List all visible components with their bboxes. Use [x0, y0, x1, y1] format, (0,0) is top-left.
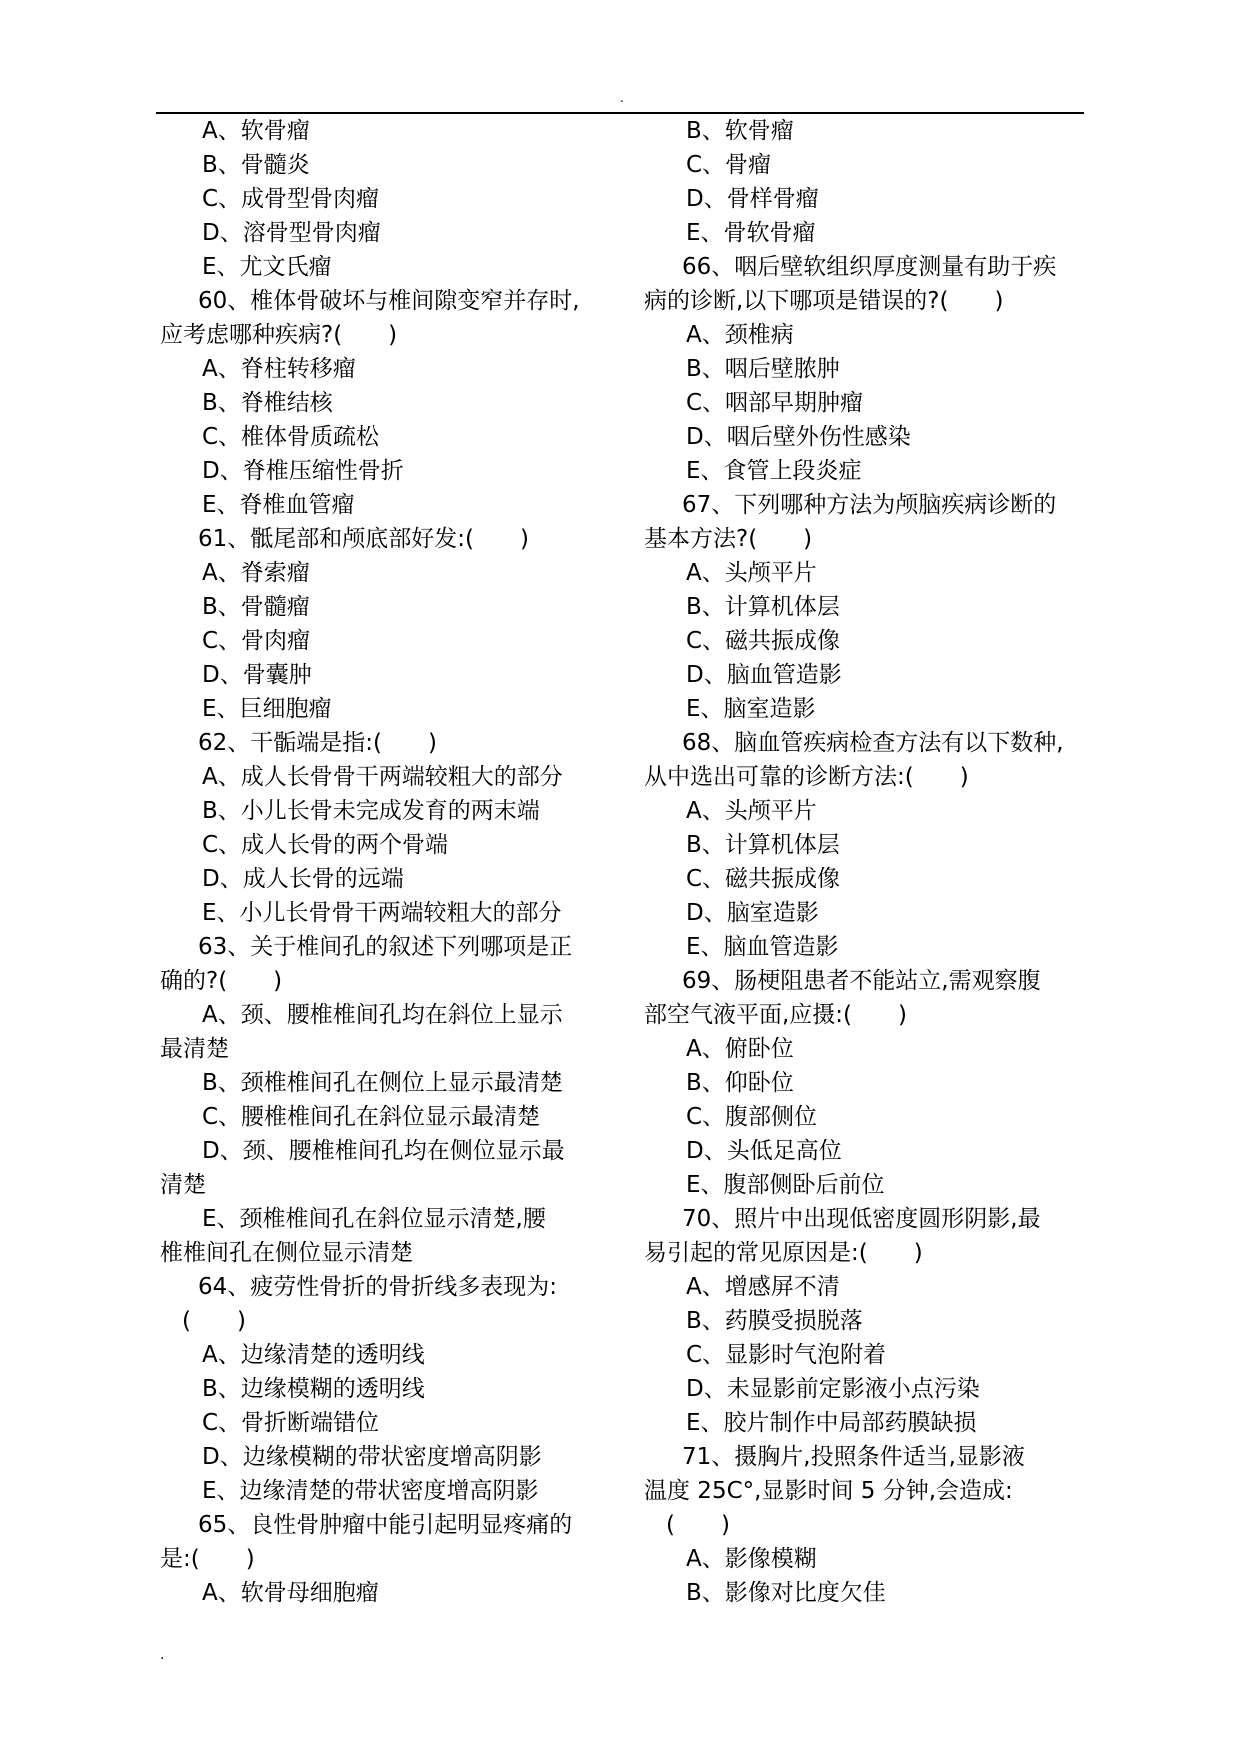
answer-option: C、腹部侧位: [686, 1104, 818, 1130]
answer-option: C、磁共振成像: [686, 628, 841, 654]
answer-option: B、药膜受损脱落: [686, 1308, 863, 1334]
answer-option: D、骨囊肿: [202, 662, 312, 688]
answer-option: E、脊椎血管瘤: [202, 492, 355, 518]
answer-option: D、咽后壁外伤性感染: [686, 424, 911, 450]
question-text: 确的?( ): [160, 968, 283, 994]
answer-option: E、巨细胞瘤: [202, 696, 332, 722]
answer-option: C、咽部早期肿瘤: [686, 390, 864, 416]
question-text: 69、肠梗阻患者不能站立,需观察腹: [682, 968, 1041, 994]
question-text: 是:( ): [160, 1546, 255, 1572]
answer-option: A、俯卧位: [686, 1036, 794, 1062]
question-text: 60、椎体骨破坏与椎间隙变窄并存时,: [198, 288, 580, 314]
answer-option: E、食管上段炎症: [686, 458, 862, 484]
answer-option: B、计算机体层: [686, 832, 840, 858]
answer-option: B、边缘模糊的透明线: [202, 1376, 425, 1402]
answer-option: E、胶片制作中局部药膜缺损: [686, 1410, 977, 1436]
question-text: ( ): [182, 1308, 246, 1334]
answer-option: D、边缘模糊的带状密度增高阴影: [202, 1444, 542, 1470]
answer-option: E、边缘清楚的带状密度增高阴影: [202, 1478, 539, 1504]
answer-option: E、腹部侧卧后前位: [686, 1172, 885, 1198]
answer-option: D、脑血管造影: [686, 662, 842, 688]
question-text: 从中选出可靠的诊断方法:( ): [644, 764, 969, 790]
answer-option: A、边缘清楚的透明线: [202, 1342, 425, 1368]
question-text: 67、下列哪种方法为颅脑疾病诊断的: [682, 492, 1057, 518]
answer-option: A、脊索瘤: [202, 560, 310, 586]
question-text: 71、摄胸片,投照条件适当,显影液: [682, 1444, 1025, 1470]
question-text: 65、良性骨肿瘤中能引起明显疼痛的: [198, 1512, 573, 1538]
answer-option: A、头颅平片: [686, 560, 817, 586]
header-mark: .: [620, 91, 624, 105]
answer-option: E、尤文氏瘤: [202, 254, 332, 280]
answer-option: E、骨软骨瘤: [686, 220, 816, 246]
question-text: 62、干骺端是指:( ): [198, 730, 437, 756]
answer-option: B、软骨瘤: [686, 118, 794, 144]
answer-option: B、脊椎结核: [202, 390, 333, 416]
answer-option: C、成人长骨的两个骨端: [202, 832, 449, 858]
answer-option: C、显影时气泡附着: [686, 1342, 887, 1368]
answer-option: D、未显影前定影液小点污染: [686, 1376, 980, 1402]
answer-option: E、颈椎椎间孔在斜位显示清楚,腰: [202, 1206, 546, 1232]
answer-option: C、骨瘤: [686, 152, 772, 178]
answer-option: A、颈、腰椎椎间孔均在斜位上显示: [202, 1002, 563, 1028]
answer-option: D、颈、腰椎椎间孔均在侧位显示最: [202, 1138, 565, 1164]
question-text: 最清楚: [160, 1036, 229, 1062]
question-text: 易引起的常见原因是:( ): [644, 1240, 923, 1266]
question-text: 病的诊断,以下哪项是错误的?( ): [644, 288, 1004, 314]
answer-option: C、成骨型骨肉瘤: [202, 186, 380, 212]
question-text: 61、骶尾部和颅底部好发:( ): [198, 526, 529, 552]
question-text: 63、关于椎间孔的叙述下列哪项是正: [198, 934, 573, 960]
answer-option: D、成人长骨的远端: [202, 866, 404, 892]
answer-option: B、影像对比度欠佳: [686, 1580, 886, 1606]
question-text: ( ): [666, 1512, 730, 1538]
answer-option: E、脑血管造影: [686, 934, 839, 960]
left-column: [160, 114, 605, 1610]
answer-option: E、小儿长骨骨干两端较粗大的部分: [202, 900, 562, 926]
answer-option: D、骨样骨瘤: [686, 186, 819, 212]
answer-option: C、磁共振成像: [686, 866, 841, 892]
answer-option: D、溶骨型骨肉瘤: [202, 220, 381, 246]
answer-option: A、脊柱转移瘤: [202, 356, 356, 382]
answer-option: B、骨髓炎: [202, 152, 310, 178]
answer-option: D、脊椎压缩性骨折: [202, 458, 404, 484]
answer-option: A、软骨瘤: [202, 118, 310, 144]
answer-option: B、咽后壁脓肿: [686, 356, 840, 382]
answer-option: B、仰卧位: [686, 1070, 794, 1096]
question-text: 70、照片中出现低密度圆形阴影,最: [682, 1206, 1041, 1232]
answer-option: D、脑室造影: [686, 900, 819, 926]
answer-option: A、头颅平片: [686, 798, 817, 824]
question-text: 温度 25C°,显影时间 5 分钟,会造成:: [644, 1478, 1013, 1504]
answer-option: A、软骨母细胞瘤: [202, 1580, 379, 1606]
answer-option: C、骨肉瘤: [202, 628, 311, 654]
answer-option: A、增感屏不清: [686, 1274, 840, 1300]
answer-option: A、影像模糊: [686, 1546, 817, 1572]
footer-mark: .: [160, 1647, 165, 1663]
answer-option: E、脑室造影: [686, 696, 816, 722]
question-text: 清楚: [160, 1172, 206, 1198]
answer-option: B、计算机体层: [686, 594, 840, 620]
right-column: [644, 114, 1089, 1610]
answer-option: B、颈椎椎间孔在侧位上显示最清楚: [202, 1070, 563, 1096]
question-text: 部空气液平面,应摄:( ): [644, 1002, 908, 1028]
question-text: 68、脑血管疾病检查方法有以下数种,: [682, 730, 1064, 756]
answer-option: C、椎体骨质疏松: [202, 424, 380, 450]
answer-option: D、头低足高位: [686, 1138, 842, 1164]
question-text: 基本方法?( ): [644, 526, 813, 552]
answer-option: B、骨髓瘤: [202, 594, 310, 620]
answer-option: A、成人长骨骨干两端较粗大的部分: [202, 764, 563, 790]
answer-option: C、腰椎椎间孔在斜位显示最清楚: [202, 1104, 541, 1130]
answer-option: C、骨折断端错位: [202, 1410, 380, 1436]
question-text: 66、咽后壁软组织厚度测量有助于疾: [682, 254, 1057, 280]
question-text: 椎椎间孔在侧位显示清楚: [160, 1240, 413, 1266]
question-text: 应考虑哪种疾病?( ): [160, 322, 398, 348]
question-text: 64、疲劳性骨折的骨折线多表现为:: [198, 1274, 558, 1300]
answer-option: A、颈椎病: [686, 322, 794, 348]
answer-option: B、小儿长骨未完成发育的两末端: [202, 798, 540, 824]
